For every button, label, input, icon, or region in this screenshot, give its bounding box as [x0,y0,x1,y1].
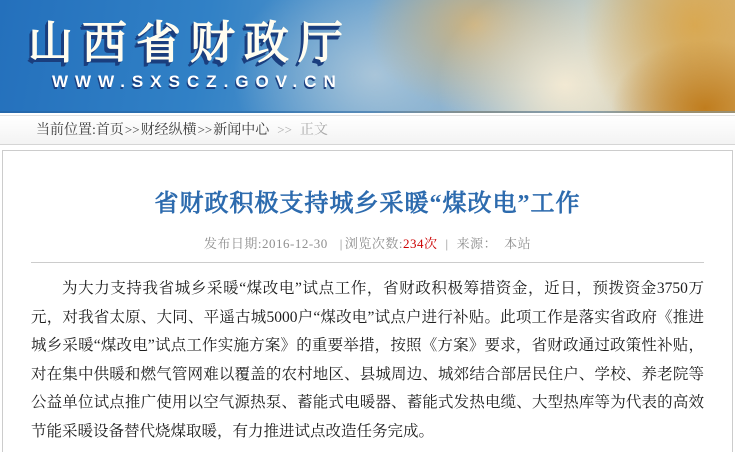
breadcrumb-separator-icon: >> [197,122,213,137]
breadcrumb [0,115,735,145]
breadcrumb-link-finance-news[interactable]: 财经纵横 [140,123,197,138]
meta-divider-line [31,262,704,263]
breadcrumb-current-page: 正文 [299,123,328,138]
article-container [2,150,733,452]
site-title: 山西省财政厅 [28,17,353,68]
source-value: 本站 [504,236,532,251]
site-header-banner [0,0,735,113]
article-meta [3,233,732,252]
article-body: 为大力支持我省城乡采暖“煤改电”试点工作，省财政积极筹措资金，近日，预拨资金3750万元，对我省太原、大同、平遥古城5000户“煤改电”试点户进行补贴。此项工作是落实省政府《推进城乡采暖“煤改电”试点工作实施方案》的重要举措，按照《方案》要求，省财政通过政策性补贴，对在集中供暖和燃气管网难以覆盖的农村地区、县城周边、城郊结合部居民住户、学校、养老院等公益单位试点推广使用以空气源热泵、蓄能式电暖器、蓄能式发热电缆、大型热库等为代表的高效节能采暖设备替代烧煤取暖，有力推进试点改造任务完成。 [31,280,704,440]
publish-date-label: 发布日期: [203,236,263,251]
breadcrumb-link-news-center[interactable]: 新闻中心 [213,123,270,138]
views-count: 234次 [402,236,438,251]
publish-date-value: 2016-12-30 [262,236,328,251]
views-label: 浏览次数: [344,236,403,251]
breadcrumb-separator-icon: >> [124,122,140,137]
meta-divider-bar: | [339,236,343,251]
source-label: 来源： [456,236,498,251]
site-url: WWW.SXSCZ.GOV.CN [52,72,343,91]
breadcrumb-label: 当前位置: [36,123,96,138]
breadcrumb-current-separator-icon: >> [277,122,292,137]
meta-divider-bar: | [445,236,449,251]
breadcrumb-link-home[interactable]: 首页 [95,123,124,138]
article-title: 省财政积极支持城乡采暖“煤改电”工作 [154,191,581,217]
